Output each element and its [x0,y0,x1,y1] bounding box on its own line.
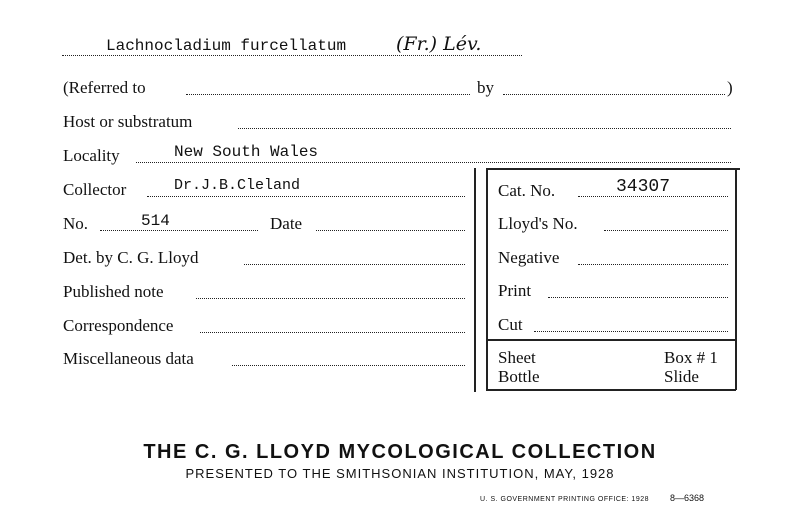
negative-line [578,264,728,265]
printer-imprint: U. S. GOVERNMENT PRINTING OFFICE: 1928 [480,496,650,503]
referred-to-line [186,94,470,95]
no-value: 514 [141,212,170,230]
locality-line [136,162,731,163]
lloyds-no-label: Lloyd's No. [498,214,578,233]
name-dotted-line [62,55,522,56]
referred-to-label: (Referred to [63,78,146,97]
catalog-box-inner-left [486,168,488,390]
det-by-label: Det. by C. G. Lloyd [63,248,199,267]
box-number-label: Box # 1 [664,348,718,367]
misc-data-line [232,365,465,366]
host-label: Host or substratum [63,112,193,131]
collection-subtitle: PRESENTED TO THE SMITHSONIAN INSTITUTION, MAY, 1928 [185,466,615,481]
locality-value: New South Wales [174,143,319,161]
collector-line [147,196,465,197]
catalog-box-outer-left [474,168,476,392]
collector-value: Dr.J.B.Cleland [174,177,301,194]
catalog-box-bottom [486,389,736,391]
published-note-line [196,298,465,299]
by-label: by [477,78,494,97]
species-name: Lachnocladium furcellatum [106,37,347,55]
lloyds-no-line [604,230,728,231]
published-note-label: Published note [63,282,164,301]
date-line [316,230,465,231]
collector-label: Collector [63,180,127,199]
misc-data-label: Miscellaneous data [63,349,194,368]
catalog-box-divider [486,339,736,341]
locality-label: Locality [63,146,120,165]
form-number: 8—6368 [670,493,705,503]
no-line [100,230,258,231]
bottle-label: Bottle [498,367,540,386]
correspondence-label: Correspondence [63,316,174,335]
correspondence-line [200,332,465,333]
print-label: Print [498,281,532,300]
det-by-line [244,264,465,265]
sheet-label: Sheet [498,348,536,367]
cat-no-value: 34307 [616,177,671,197]
print-line [548,297,728,298]
by-line [503,94,725,95]
cut-line [534,331,728,332]
collection-title: THE C. G. LLOYD MYCOLOGICAL COLLECTION [143,441,657,463]
host-line [238,128,731,129]
cut-label: Cut [498,315,523,334]
close-paren: ) [727,78,733,97]
negative-label: Negative [498,248,560,267]
date-label: Date [270,214,303,233]
cat-no-label: Cat. No. [498,181,556,200]
no-label: No. [63,214,89,233]
species-authority: (Fr.) Lév. [396,33,482,55]
slide-label: Slide [664,367,699,386]
catalog-box-right [735,168,737,390]
catalog-box-top [486,168,740,170]
